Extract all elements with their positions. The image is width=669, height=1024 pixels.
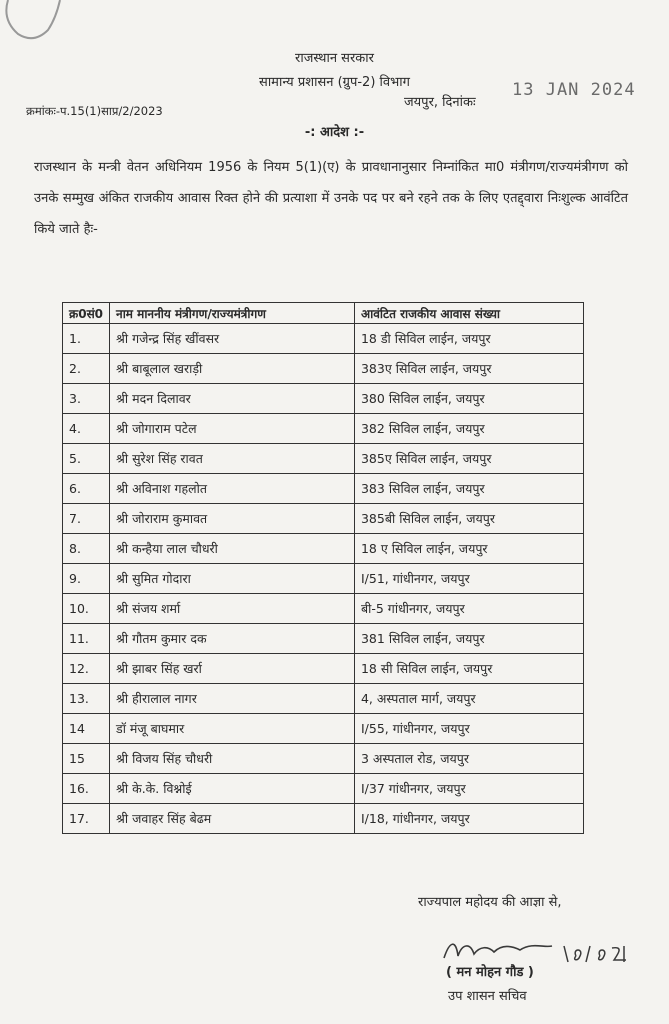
table-row (63, 384, 584, 414)
minister-name-cell: श्री संजय शर्मा (110, 594, 355, 624)
house-cell: 383 सिविल लाईन, जयपुर (354, 474, 583, 504)
table-row (63, 654, 584, 684)
table-row (63, 534, 584, 564)
minister-name-cell: डॉ मंजू बाघमार (110, 714, 355, 744)
serial-cell: 4. (63, 414, 110, 444)
table-row (63, 474, 584, 504)
table-header-row (63, 303, 584, 324)
minister-name-cell: श्री जवाहर सिंह बेढम (110, 804, 355, 834)
table-row (63, 504, 584, 534)
order-paragraph: राजस्थान के मन्त्री वेतन अधिनियम 1956 के नियम 5(1)(ए) के प्रावधानानुसार निम्नांकित मा0 मंत्रीगण/राज्यमंत्रीगण को उनके सम्मुख अंकित राजकीय आवास रिक्त होने की प्रत्याशा में उनके पद पर बने रहने तक के लिए एतद्द्वारा निःशुल्क आवंटित किये जाते हैः- (34, 160, 628, 237)
minister-name-cell: श्री बाबूलाल खराड़ी (110, 354, 355, 384)
serial-cell: 6. (63, 474, 110, 504)
minister-name-cell: श्री झाबर सिंह खर्रा (110, 654, 355, 684)
minister-name-cell: श्री सुरेश सिंह रावत (110, 444, 355, 474)
table-row (63, 564, 584, 594)
serial-cell: 16. (63, 774, 110, 804)
place-date-label: जयपुर, दिनांकः (404, 95, 476, 110)
serial-cell: 13. (63, 684, 110, 714)
header-serial: क्र0सं0 (63, 303, 110, 324)
table-row (63, 354, 584, 384)
serial-cell: 1. (63, 324, 110, 354)
house-cell: 385ए सिविल लाईन, जयपुर (354, 444, 583, 474)
minister-name-cell: श्री गजेन्द्र सिंह खींवसर (110, 324, 355, 354)
minister-name-cell: श्री मदन दिलावर (110, 384, 355, 414)
government-heading: राजस्थान सरकार (295, 51, 374, 66)
house-cell: बी-5 गांधीनगर, जयपुर (354, 594, 583, 624)
serial-cell: 9. (63, 564, 110, 594)
serial-cell: 11. (63, 624, 110, 654)
minister-name-cell: श्री विजय सिंह चौधरी (110, 744, 355, 774)
house-cell: 383ए सिविल लाईन, जयपुर (354, 354, 583, 384)
house-cell: I/55, गांधीनगर, जयपुर (354, 714, 583, 744)
house-cell: 4, अस्पताल मार्ग, जयपुर (354, 684, 583, 714)
serial-cell: 10. (63, 594, 110, 624)
serial-cell: 3. (63, 384, 110, 414)
signatory-designation: उप शासन सचिव (448, 989, 527, 1004)
house-cell: I/37 गांधीनगर, जयपुर (354, 774, 583, 804)
house-cell: 382 सिविल लाईन, जयपुर (354, 414, 583, 444)
house-cell: I/51, गांधीनगर, जयपुर (354, 564, 583, 594)
header-house: आवंटित राजकीय आवास संख्या (354, 303, 583, 324)
table-row (63, 324, 584, 354)
house-cell: 385बी सिविल लाईन, जयपुर (354, 504, 583, 534)
serial-cell: 15 (63, 744, 110, 774)
by-order-line: राज्यपाल महोदय की आज्ञा से, (418, 895, 562, 910)
order-title: -: आदेश :- (304, 125, 365, 140)
house-cell: 18 सी सिविल लाईन, जयपुर (354, 654, 583, 684)
serial-cell: 7. (63, 504, 110, 534)
serial-cell: 14 (63, 714, 110, 744)
table-row (63, 804, 584, 834)
house-cell: 380 सिविल लाईन, जयपुर (354, 384, 583, 414)
table-row (63, 594, 584, 624)
signatory-name: ( मन मोहन गौड ) (446, 965, 534, 980)
minister-name-cell: श्री गौतम कुमार दक (110, 624, 355, 654)
table-row (63, 624, 584, 654)
house-cell: 3 अस्पताल रोड, जयपुर (354, 744, 583, 774)
date-stamp: 13 JAN 2024 (512, 80, 636, 100)
minister-name-cell: श्री हीरालाल नागर (110, 684, 355, 714)
department-heading: सामान्य प्रशासन (ग्रुप-2) विभाग (259, 75, 410, 90)
scribble-mark (0, 0, 80, 45)
table-row (63, 714, 584, 744)
serial-cell: 5. (63, 444, 110, 474)
house-cell: 18 डी सिविल लाईन, जयपुर (354, 324, 583, 354)
reference-number: क्रमांकः-प.15(1)साप्र/2/2023 (26, 104, 163, 118)
table-row (63, 414, 584, 444)
serial-cell: 12. (63, 654, 110, 684)
table-row (63, 774, 584, 804)
minister-name-cell: श्री जोगाराम पटेल (110, 414, 355, 444)
table-row (63, 744, 584, 774)
serial-cell: 8. (63, 534, 110, 564)
minister-name-cell: श्री के.के. विश्नोई (110, 774, 355, 804)
minister-name-cell: श्री कन्हैया लाल चौधरी (110, 534, 355, 564)
serial-cell: 2. (63, 354, 110, 384)
house-cell: 381 सिविल लाईन, जयपुर (354, 624, 583, 654)
house-cell: 18 ए सिविल लाईन, जयपुर (354, 534, 583, 564)
header-name: नाम माननीय मंत्रीगण/राज्यमंत्रीगण (110, 303, 355, 324)
minister-name-cell: श्री सुमित गोदारा (110, 564, 355, 594)
table-row (63, 444, 584, 474)
house-cell: I/18, गांधीनगर, जयपुर (354, 804, 583, 834)
minister-name-cell: श्री अविनाश गहलोत (110, 474, 355, 504)
table-row (63, 684, 584, 714)
allocation-table (62, 302, 584, 834)
minister-name-cell: श्री जोराराम कुमावत (110, 504, 355, 534)
serial-cell: 17. (63, 804, 110, 834)
